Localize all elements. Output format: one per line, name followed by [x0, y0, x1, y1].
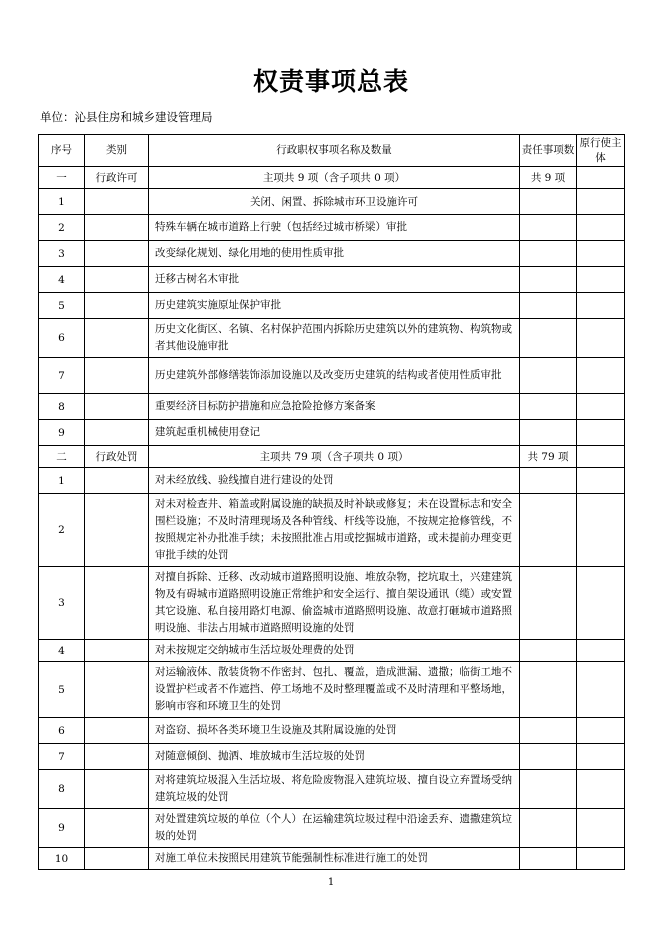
row-category [85, 319, 149, 358]
row-original [577, 446, 625, 468]
table-row [39, 293, 625, 319]
table-row [39, 744, 625, 770]
table-row [39, 420, 625, 446]
row-category [85, 567, 149, 640]
row-name: 历史建筑外部修缮装饰添加设施以及改变历史建筑的结构或者使用性质审批 [149, 358, 520, 394]
row-category [85, 394, 149, 420]
row-seq: 1 [39, 468, 85, 494]
table-body [39, 167, 625, 870]
row-name: 对施工单位未按照民用建筑节能强制性标准进行施工的处罚 [149, 848, 520, 870]
page-number: 1 [327, 877, 335, 888]
row-count [520, 468, 577, 494]
row-name: 对盗窃、损坏各类环境卫生设施及其附属设施的处罚 [149, 718, 520, 744]
row-seq: 5 [39, 293, 85, 319]
row-seq: 7 [39, 744, 85, 770]
row-original [577, 468, 625, 494]
row-category [85, 293, 149, 319]
table-row [39, 567, 625, 640]
row-seq: 二 [39, 446, 85, 468]
row-original [577, 189, 625, 215]
row-original [577, 662, 625, 718]
row-count [520, 494, 577, 567]
table-row [39, 662, 625, 718]
row-category [85, 358, 149, 394]
row-seq: 1 [39, 189, 85, 215]
row-seq: 4 [39, 267, 85, 293]
table-row [39, 319, 625, 358]
row-original [577, 770, 625, 809]
row-original [577, 809, 625, 848]
authority-table [38, 134, 625, 870]
row-count [520, 358, 577, 394]
table-row [39, 848, 625, 870]
row-count [520, 744, 577, 770]
row-original [577, 167, 625, 189]
row-category [85, 744, 149, 770]
row-name: 建筑起重机械使用登记 [149, 420, 520, 446]
table-row [39, 189, 625, 215]
header-category: 类别 [85, 135, 149, 167]
row-name: 对处置建筑垃圾的单位（个人）在运输建筑垃圾过程中沿途丢弃、遗撒建筑垃圾的处罚 [149, 809, 520, 848]
row-original [577, 420, 625, 446]
row-category: 行政许可 [85, 167, 149, 189]
table-row [39, 215, 625, 241]
row-original [577, 215, 625, 241]
table-row [39, 267, 625, 293]
row-original [577, 567, 625, 640]
row-count [520, 267, 577, 293]
row-name: 对未经放线、验线擅自进行建设的处罚 [149, 468, 520, 494]
row-seq: 2 [39, 494, 85, 567]
row-count [520, 718, 577, 744]
row-count [520, 848, 577, 870]
table-row [39, 468, 625, 494]
row-category [85, 267, 149, 293]
header-original: 原行使主体 [577, 135, 625, 167]
row-original [577, 267, 625, 293]
table-row [39, 167, 625, 189]
row-count: 共 79 项 [520, 446, 577, 468]
row-category [85, 662, 149, 718]
unit-label: 单位：沁县住房和城乡建设管理局 [40, 110, 213, 124]
row-seq: 2 [39, 215, 85, 241]
table-row [39, 358, 625, 394]
table-row [39, 494, 625, 567]
row-name: 改变绿化规划、绿化用地的使用性质审批 [149, 241, 520, 267]
row-seq: 8 [39, 770, 85, 809]
document-title: 权责事项总表 [252, 67, 409, 96]
row-category: 行政处罚 [85, 446, 149, 468]
row-count [520, 640, 577, 662]
table-row [39, 394, 625, 420]
row-count [520, 293, 577, 319]
row-category [85, 640, 149, 662]
row-original [577, 394, 625, 420]
row-seq: 7 [39, 358, 85, 394]
row-seq: 6 [39, 718, 85, 744]
row-seq: 5 [39, 662, 85, 718]
row-category [85, 848, 149, 870]
row-count [520, 189, 577, 215]
header-seq: 序号 [39, 135, 85, 167]
row-category [85, 468, 149, 494]
row-seq: 6 [39, 319, 85, 358]
row-seq: 一 [39, 167, 85, 189]
row-category [85, 718, 149, 744]
table-row [39, 718, 625, 744]
row-original [577, 744, 625, 770]
row-seq: 4 [39, 640, 85, 662]
row-original [577, 358, 625, 394]
row-category [85, 215, 149, 241]
row-name: 迁移古树名木审批 [149, 267, 520, 293]
row-original [577, 319, 625, 358]
row-seq: 3 [39, 567, 85, 640]
row-category [85, 189, 149, 215]
row-original [577, 293, 625, 319]
row-name: 历史建筑实施原址保护审批 [149, 293, 520, 319]
row-name: 主项共 79 项（含子项共 0 项） [149, 446, 520, 468]
row-seq: 9 [39, 809, 85, 848]
row-name: 历史文化街区、名镇、名村保护范围内拆除历史建筑以外的建筑物、构筑物或者其他设施审批 [149, 319, 520, 358]
table-row [39, 241, 625, 267]
row-name: 对将建筑垃圾混入生活垃圾、将危险废物混入建筑垃圾、擅自设立弃置场受纳建筑垃圾的处罚 [149, 770, 520, 809]
table-header-row [39, 135, 625, 167]
row-original [577, 494, 625, 567]
row-count [520, 662, 577, 718]
row-count [520, 215, 577, 241]
row-count [520, 809, 577, 848]
row-category [85, 809, 149, 848]
row-original [577, 640, 625, 662]
row-count [520, 770, 577, 809]
row-name: 对未对检查井、箱盖或附属设施的缺损及时补缺或修复；未在设置标志和安全围栏设施；不及时清理现场及各种管线、杆线等设施，不按规定抢修管线，不按照规定补办批准手续；未按照批准占用或挖掘城市道路，或未提前办理变更审批手续的处罚 [149, 494, 520, 567]
table-row [39, 770, 625, 809]
row-original [577, 718, 625, 744]
row-count [520, 567, 577, 640]
row-seq: 8 [39, 394, 85, 420]
row-original [577, 241, 625, 267]
row-count [520, 394, 577, 420]
row-name: 对未按规定交纳城市生活垃圾处理费的处罚 [149, 640, 520, 662]
row-category [85, 770, 149, 809]
row-original [577, 848, 625, 870]
table-row [39, 446, 625, 468]
row-count [520, 420, 577, 446]
row-seq: 10 [39, 848, 85, 870]
row-name: 重要经济目标防护措施和应急抢险抢修方案备案 [149, 394, 520, 420]
row-name: 对随意倾倒、抛洒、堆放城市生活垃圾的处罚 [149, 744, 520, 770]
header-count: 责任事项数 [520, 135, 577, 167]
row-category [85, 241, 149, 267]
row-category [85, 494, 149, 567]
header-name: 行政职权事项名称及数量 [149, 135, 520, 167]
row-count [520, 241, 577, 267]
row-count: 共 9 项 [520, 167, 577, 189]
table-row [39, 809, 625, 848]
row-seq: 3 [39, 241, 85, 267]
table-row [39, 640, 625, 662]
row-name: 对擅自拆除、迁移、改动城市道路照明设施、堆放杂物，挖坑取土，兴建建筑物及有碍城市道路照明设施正常维护和安全运行、擅自架设通讯（缆）或安置其它设施、私自接用路灯电源、偷盗城市道路照明设施、故意打砸城市道路照明设施、非法占用城市道路照明设施的处罚 [149, 567, 520, 640]
row-name: 特殊车辆在城市道路上行驶（包括经过城市桥梁）审批 [149, 215, 520, 241]
row-name: 关闭、闲置、拆除城市环卫设施许可 [149, 189, 520, 215]
row-category [85, 420, 149, 446]
row-count [520, 319, 577, 358]
row-name: 主项共 9 项（含子项共 0 项） [149, 167, 520, 189]
row-seq: 9 [39, 420, 85, 446]
row-name: 对运输液体、散装货物不作密封、包扎、覆盖，造成泄漏、遗撒；临街工地不设置护栏或者不作遮挡、停工场地不及时整理覆盖或不及时清理和平整场地，影响市容和环境卫生的处罚 [149, 662, 520, 718]
